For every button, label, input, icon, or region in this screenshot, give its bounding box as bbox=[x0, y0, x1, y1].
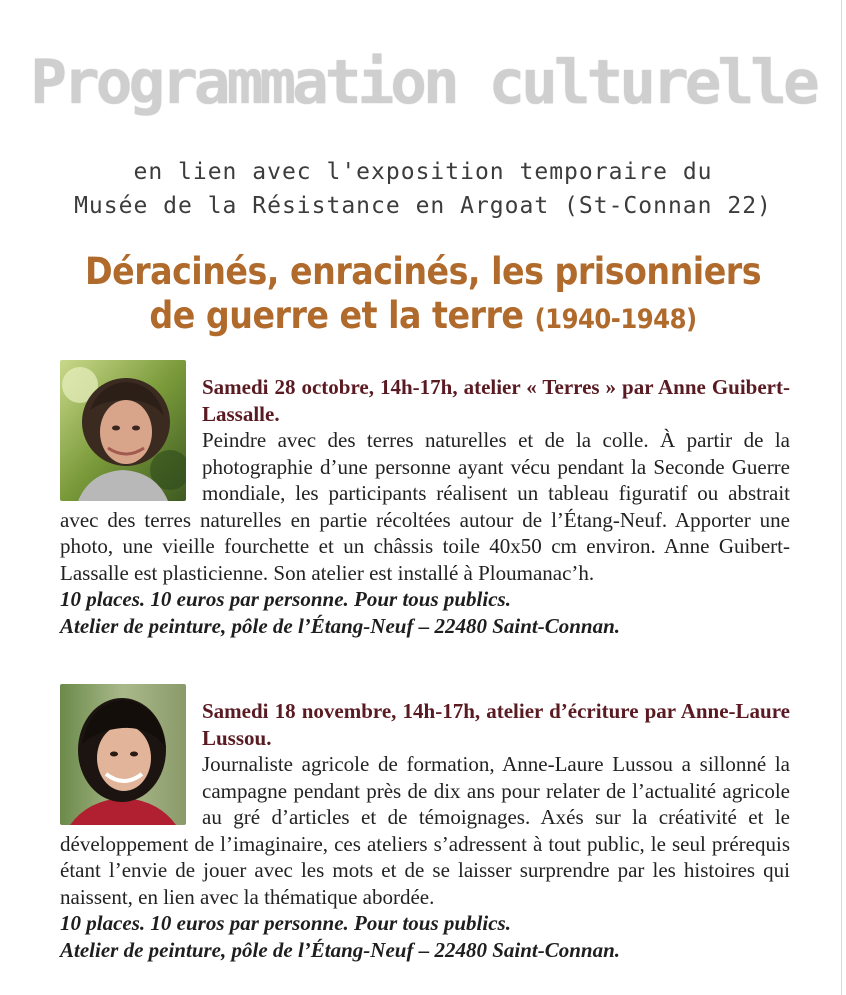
page-title: Programmation culturelle bbox=[30, 47, 816, 118]
subtitle-line-2: Musée de la Résistance en Argoat (St-Connan 22) bbox=[74, 193, 772, 219]
event-1-heading: Samedi 28 octobre, 14h-17h, atelier « Terres » par Anne Guibert-Lassalle. bbox=[202, 375, 790, 426]
portrait-photo-anne-guibert-lassalle bbox=[60, 360, 186, 501]
event-1-description: Peindre avec des terres naturelles et de la colle. À partir de la photographie d’une personne ayant vécu pendant la Seconde Guerre mondiale, les participants réalisent un tableau figuratif ou abstrait avec des terres naturelles en partie récoltées autour de l’Étang-Neuf. Apporter une photo, une vieille fourchette et un châssis toile 40x50 cm environ. Anne Guibert-Lassalle est plasticienne. Son atelier est installé à Ploumanac’h. bbox=[60, 428, 790, 585]
subtitle-line-1: en lien avec l'exposition temporaire du bbox=[133, 159, 713, 185]
event-2 bbox=[60, 684, 790, 963]
portrait-2-image bbox=[60, 684, 186, 825]
event-2-description: Journaliste agricole de formation, Anne-Laure Lussou a sillonné la campagne pendant près de dix ans pour relater de l’actualité agricole au gré d’articles et de témoignages. Axés sur la créativité et le développement de l’imaginaire, ces ateliers s’adressent à tout public, le seul prérequis étant l’envie de jouer avec les mots et de se laisser surprendre par les histoires qui naissent, en lien avec la thématique abordée. bbox=[60, 752, 790, 909]
event-1-info-line-2: Atelier de peinture, pôle de l’Étang-Neuf – 22480 Saint-Connan. bbox=[60, 613, 621, 638]
event-1 bbox=[60, 360, 790, 639]
page-edge bbox=[841, 0, 842, 995]
exhibition-dates: (1940-1948) bbox=[534, 304, 697, 335]
portrait-1-image bbox=[60, 360, 186, 501]
event-2-info-line-1: 10 places. 10 euros par personne. Pour tous publics. bbox=[60, 911, 511, 935]
event-2-heading: Samedi 18 novembre, 14h-17h, atelier d’écriture par Anne-Laure Lussou. bbox=[202, 699, 790, 750]
exhibition-title bbox=[0, 250, 846, 342]
exhibition-title-line-2 bbox=[0, 294, 846, 342]
exhibition-title-line-2-text: de guerre et la terre bbox=[149, 294, 524, 337]
event-1-info-line-1: 10 places. 10 euros par personne. Pour tous publics. bbox=[60, 587, 511, 611]
exhibition-title-line-1: Déracinés, enracinés, les prisonniers bbox=[84, 250, 762, 293]
subtitle bbox=[0, 155, 846, 223]
event-2-info-line-2: Atelier de peinture, pôle de l’Étang-Neuf – 22480 Saint-Connan. bbox=[60, 937, 621, 962]
portrait-photo-anne-laure-lussou bbox=[60, 684, 186, 825]
